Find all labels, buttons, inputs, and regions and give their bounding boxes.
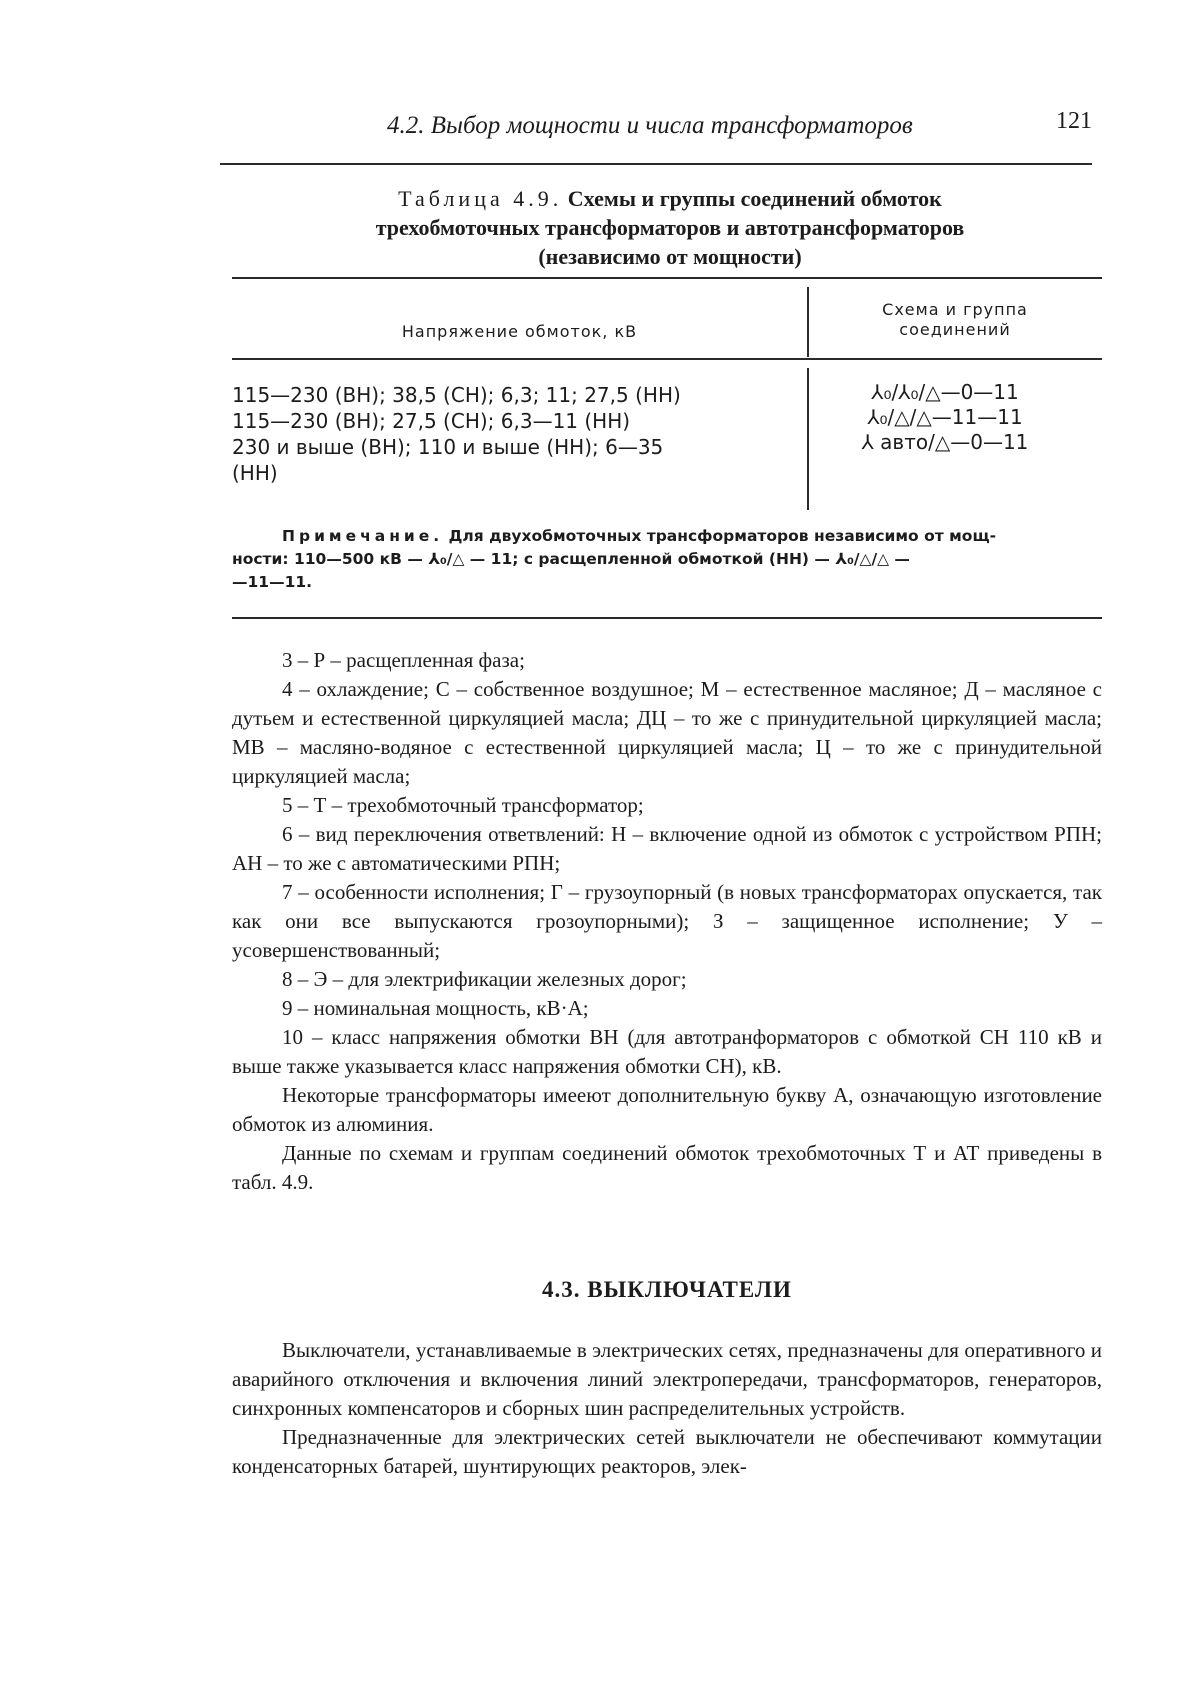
table-note [232,525,1102,594]
section-title: 4.3. ВЫКЛЮЧАТЕЛИ [542,1277,792,1302]
table-row: 230 и выше (ВН); 110 и выше (НН); 6—35 [232,435,664,459]
table-row: ⅄₀/△/△—11—11 [867,405,1023,429]
table-col2-header-line2: соединений [899,320,1011,339]
table-note-line3: —11—11. [232,573,313,591]
paragraph: 4 – охлаждение; С – собственное воздушное; М – естественное масляное; Д – масляное с дутьем и естественной циркуляцией масла; ДЦ – то же с принудительной циркуляцией масла; МВ – масляно-водяное с естественной циркуляцией масла; Ц – то же с принудительной циркуляцией масла; [232,677,1102,788]
table-bottom-rule [232,617,1102,619]
table-col1-values [232,382,792,486]
paragraph: 7 – особенности исполнения; Г – грузоупорный (в новых трансформаторах опускается, так как они все выпускаются грозоупорными); З – защищенное исполнение; У – усовершенствованный; [232,880,1102,962]
table-top-rule [232,277,1102,279]
table-caption-line2: трехобмоточных трансформаторов и автотрансформаторов [375,215,965,240]
paragraph: Некоторые трансформаторы имееют дополнительную букву А, означающую изготовление обмоток из алюминия. [232,1083,1102,1136]
running-head-title: 4.2. Выбор мощности и числа трансформаторов [387,112,913,139]
table-header-rule [232,358,1102,360]
table-row: 115—230 (ВН); 27,5 (СН); 6,3—11 (НН) [232,409,631,433]
paragraph: Выключатели, устанавливаемые в электрических сетях, предназначены для оперативного и аварийного отключения и включения линий электропередачи, трансформаторов, генераторов, синхронных компенсаторов и сборных шин распределительных устройств. [232,1338,1102,1420]
header-rule [220,163,1092,165]
table-row: 115—230 (ВН); 38,5 (СН); 6,3; 11; 27,5 (НН) [232,383,681,407]
paragraph: 3 – Р – расщепленная фаза; [282,648,525,672]
paragraph: 10 – класс напряжения обмотки ВН (для автотранформаторов с обмоткой СН 110 кВ и выше также указывается класс напряжения обмотки СН), кВ. [232,1025,1102,1078]
table-caption-line1: Схемы и группы соединений обмоток [567,186,942,211]
table-caption-line3: (независимо от мощности) [538,244,802,269]
table-header-divider [807,287,809,357]
table-note-line2: ности: 110—500 кВ — ⅄₀/△ — 11; с расщепленной обмоткой (НН) — ⅄₀/△/△ — [232,550,910,568]
paragraph: Предназначенные для электрических сетей выключатели не обеспечивают коммутации конденсаторных батарей, шунтирующих реакторов, элек- [232,1425,1102,1478]
page-number: 121 [1056,108,1092,134]
table-row: ⅄ авто/△—0—11 [861,430,1029,454]
paragraph: 6 – вид переключения ответвлений: Н – включение одной из обмоток с устройством РПН; АН – то же с автоматическими РПН; [232,822,1102,875]
table-caption-lead: Таблица 4.9. [398,186,563,211]
paragraph: 5 – Т – трехобмоточный трансформатор; [282,793,644,817]
section-body [232,1336,1102,1481]
table-col2-header [810,300,1100,340]
table-row: ⅄₀/⅄₀/△—0—11 [871,380,1019,404]
table-col2-values [800,380,1090,455]
paragraph: 9 – номинальная мощность, кВ·А; [282,996,589,1020]
table-col1-header: Напряжение обмоток, кВ [401,322,638,341]
table-row: (НН) [232,461,278,485]
paragraph: 8 – Э – для электрификации железных дорог; [282,967,687,991]
body-text [232,646,1102,1197]
paragraph: Данные по схемам и группам соединений обмоток трехобмоточных Т и АТ приведены в табл. 4.9. [232,1141,1102,1194]
table-note-line1: Примечание. Для двухобмоточных трансформаторов независимо от мощ- [282,527,997,545]
table-caption [290,184,1050,271]
table-col2-header-line1: Схема и группа [882,300,1028,319]
table-note-label: Примечание. [282,527,444,545]
